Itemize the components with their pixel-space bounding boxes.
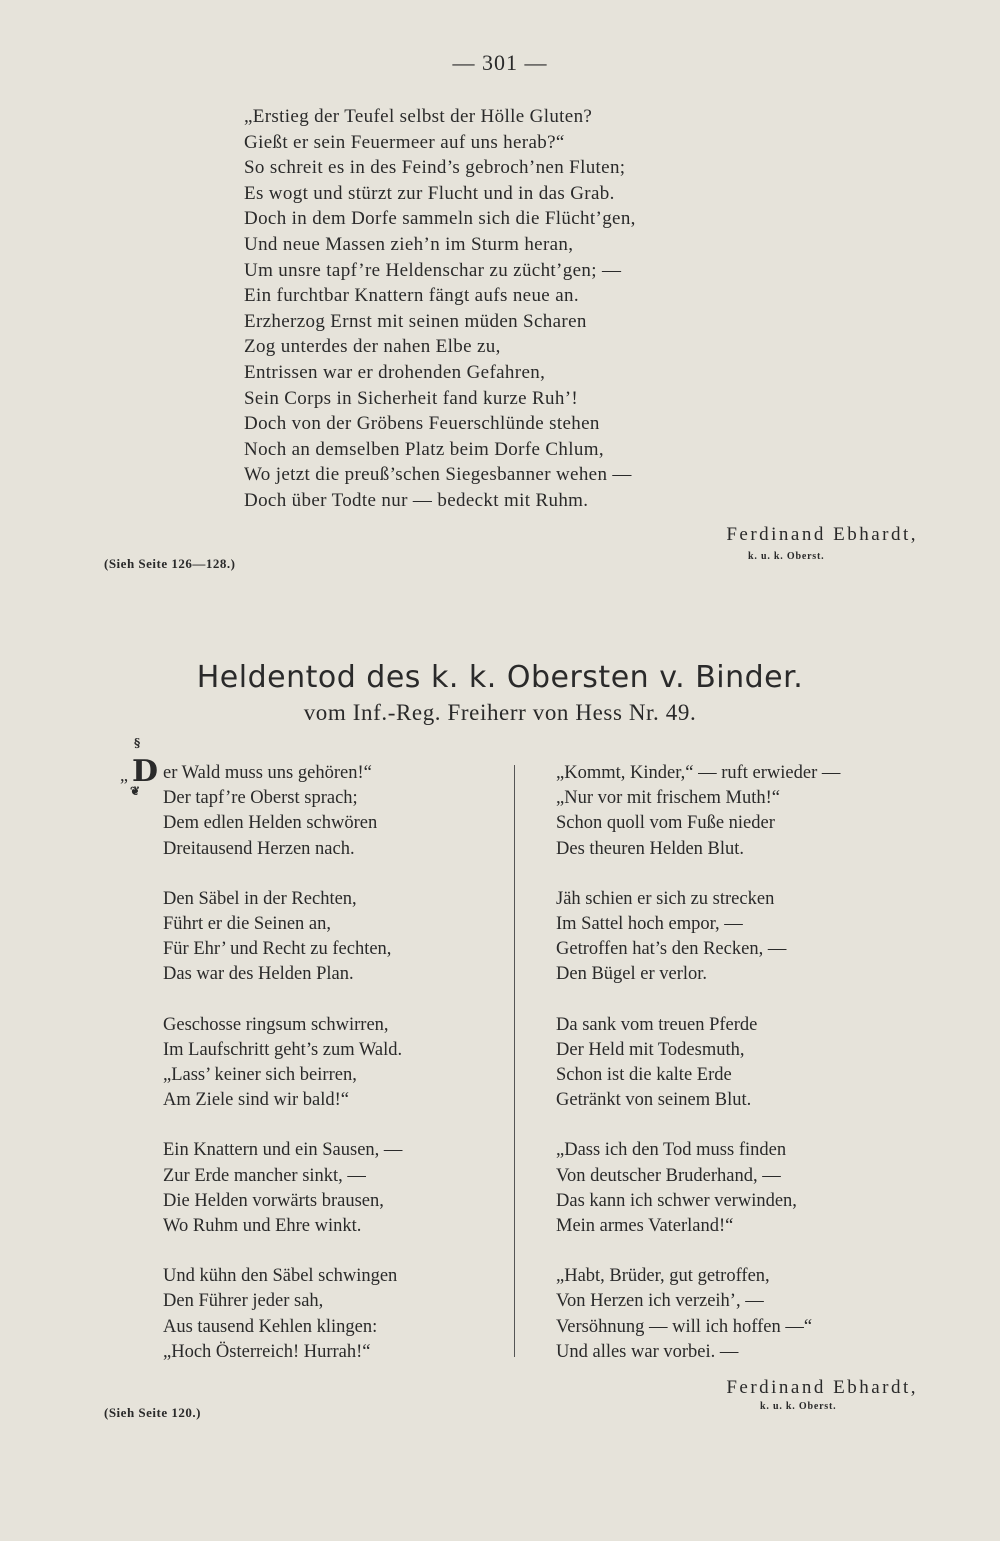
stanza bbox=[163, 887, 402, 988]
poem-subtitle: vom Inf.-Reg. Freiherr von Hess Nr. 49. bbox=[303, 700, 697, 725]
poem-line: „Habt, Brüder, gut getroffen, bbox=[556, 1266, 770, 1287]
poem-line: Im Sattel hoch empor, — bbox=[556, 914, 743, 935]
poem-line: Versöhnung — will ich hoffen —“ bbox=[556, 1316, 813, 1337]
poem-line: Der Held mit Todesmuth, bbox=[556, 1039, 745, 1060]
poem-line: Zog unterdes der nahen Elbe zu, bbox=[244, 336, 501, 358]
poem-line: Mein armes Vaterland!“ bbox=[556, 1216, 734, 1237]
poem-line: Und kühn den Säbel schwingen bbox=[163, 1266, 398, 1287]
signature-rank: k. u. k. Oberst. bbox=[748, 551, 825, 562]
poem-line: Da sank vom treuen Pferde bbox=[556, 1014, 758, 1035]
poem-line: Die Helden vorwärts brausen, bbox=[163, 1190, 384, 1211]
poem-line: Von deutscher Bruderhand, — bbox=[556, 1165, 781, 1186]
poem-line: Ein furchtbar Knattern fängt aufs neue an. bbox=[244, 285, 579, 307]
stanza bbox=[163, 1264, 402, 1365]
poem-line: Wo jetzt die preuß’schen Siegesbanner wehen — bbox=[244, 464, 632, 486]
stanza bbox=[163, 1138, 402, 1239]
poem-line: Von Herzen ich verzeih’, — bbox=[556, 1291, 764, 1312]
page-number: — 301 — bbox=[452, 50, 548, 75]
poem-line: Getroffen hat’s den Recken, — bbox=[556, 939, 787, 960]
poem-line: Erzherzog Ernst mit seinen müden Scharen bbox=[244, 310, 587, 332]
poem-line: Doch über Todte nur — bedeckt mit Ruhm. bbox=[244, 489, 589, 511]
poem-line: Dreitausend Herzen nach. bbox=[163, 838, 355, 859]
poem-title: Heldentod des k. k. Obersten v. Binder. bbox=[196, 660, 804, 695]
poem-line: Ein Knattern und ein Sausen, — bbox=[163, 1140, 403, 1161]
poem-line: Es wogt und stürzt zur Flucht und in das Grab. bbox=[244, 182, 615, 204]
poem-line: Schon quoll vom Fuße nieder bbox=[556, 813, 775, 834]
poem-line: „Lass’ keiner sich beirren, bbox=[163, 1065, 357, 1086]
poem-line: Noch an demselben Platz beim Dorfe Chlum, bbox=[244, 438, 604, 460]
page-reference: (Sieh Seite 126—128.) bbox=[104, 556, 236, 571]
poem-line: „Hoch Österreich! Hurrah!“ bbox=[163, 1341, 371, 1362]
poem-line: er Wald muss uns gehören!“ bbox=[163, 763, 372, 783]
column-divider bbox=[514, 765, 515, 1357]
left-column bbox=[163, 761, 402, 1390]
poem-line: Schon ist die kalte Erde bbox=[556, 1065, 732, 1086]
initial-letter: D bbox=[132, 754, 159, 789]
poem-line: Am Ziele sind wir bald!“ bbox=[163, 1090, 349, 1111]
stanza bbox=[556, 887, 840, 988]
poem-line: Um unsre tapf’re Heldenschar zu zücht’gen; — bbox=[244, 259, 622, 281]
poem-line: Führt er die Seinen an, bbox=[163, 914, 331, 935]
poem-line: Für Ehr’ und Recht zu fechten, bbox=[163, 939, 392, 960]
poem-line: Geschosse ringsum schwirren, bbox=[163, 1014, 389, 1035]
signature-name: Ferdinand Ebhardt, bbox=[726, 1377, 918, 1398]
poem-line: Aus tausend Kehlen klingen: bbox=[163, 1316, 378, 1337]
poem-line: Dem edlen Helden schwören bbox=[163, 813, 378, 834]
poem-line: Und neue Massen zieh’n im Sturm heran, bbox=[244, 233, 574, 255]
decorative-initial bbox=[128, 736, 160, 800]
poem-line: Den Führer jeder sah, bbox=[163, 1291, 324, 1312]
poem-line: Des theuren Helden Blut. bbox=[556, 838, 745, 859]
poem-line: Getränkt von seinem Blut. bbox=[556, 1090, 752, 1111]
poem-continuation bbox=[244, 104, 636, 514]
page-reference: (Sieh Seite 120.) bbox=[104, 1405, 201, 1420]
opening-quote: „ bbox=[120, 765, 128, 785]
stanza bbox=[163, 1013, 402, 1114]
poem-line: Gießt er sein Feuermeer auf uns herab?“ bbox=[244, 131, 565, 153]
poem-line: Wo Ruhm und Ehre winkt. bbox=[163, 1216, 362, 1237]
ornament-icon: ❦ bbox=[130, 784, 141, 798]
poem-line: So schreit es in des Feind’s gebroch’nen Fluten; bbox=[244, 157, 626, 179]
signature-rank: k. u. k. Oberst. bbox=[760, 1401, 837, 1412]
poem-line: Und alles war vorbei. — bbox=[556, 1341, 739, 1362]
poem-line: Das war des Helden Plan. bbox=[163, 964, 354, 985]
poem-line: „Erstieg der Teufel selbst der Hölle Gluten? bbox=[244, 106, 593, 127]
poem-line: Entrissen war er drohenden Gefahren, bbox=[244, 361, 546, 383]
stanza bbox=[556, 1264, 840, 1365]
poem-line: Der tapf’re Oberst sprach; bbox=[163, 788, 358, 809]
poem-line: „Dass ich den Tod muss finden bbox=[556, 1140, 787, 1161]
stanza bbox=[556, 1013, 840, 1114]
poem-line: Im Laufschritt geht’s zum Wald. bbox=[163, 1039, 403, 1060]
poem-line: Jäh schien er sich zu strecken bbox=[556, 888, 775, 909]
stanza bbox=[556, 1138, 840, 1239]
stanza bbox=[556, 761, 840, 862]
poem-line: Zur Erde mancher sinkt, — bbox=[163, 1165, 366, 1186]
poem-line: Das kann ich schwer verwinden, bbox=[556, 1190, 797, 1211]
poem-line: Doch in dem Dorfe sammeln sich die Flücht’gen, bbox=[244, 208, 636, 230]
poem-line: Sein Corps in Sicherheit fand kurze Ruh’! bbox=[244, 387, 579, 409]
poem-line: Den Säbel in der Rechten, bbox=[163, 888, 357, 909]
poem-line: Doch von der Gröbens Feuerschlünde stehen bbox=[244, 413, 600, 435]
poem-line: Den Bügel er verlor. bbox=[556, 964, 708, 985]
signature-name: Ferdinand Ebhardt, bbox=[726, 524, 918, 545]
ornament-icon: § bbox=[134, 736, 141, 750]
poem-line: „Nur vor mit frischem Muth!“ bbox=[556, 788, 780, 809]
poem-line: „Kommt, Kinder,“ — ruft erwieder — bbox=[556, 763, 841, 783]
right-column bbox=[556, 761, 840, 1390]
stanza bbox=[163, 761, 402, 862]
